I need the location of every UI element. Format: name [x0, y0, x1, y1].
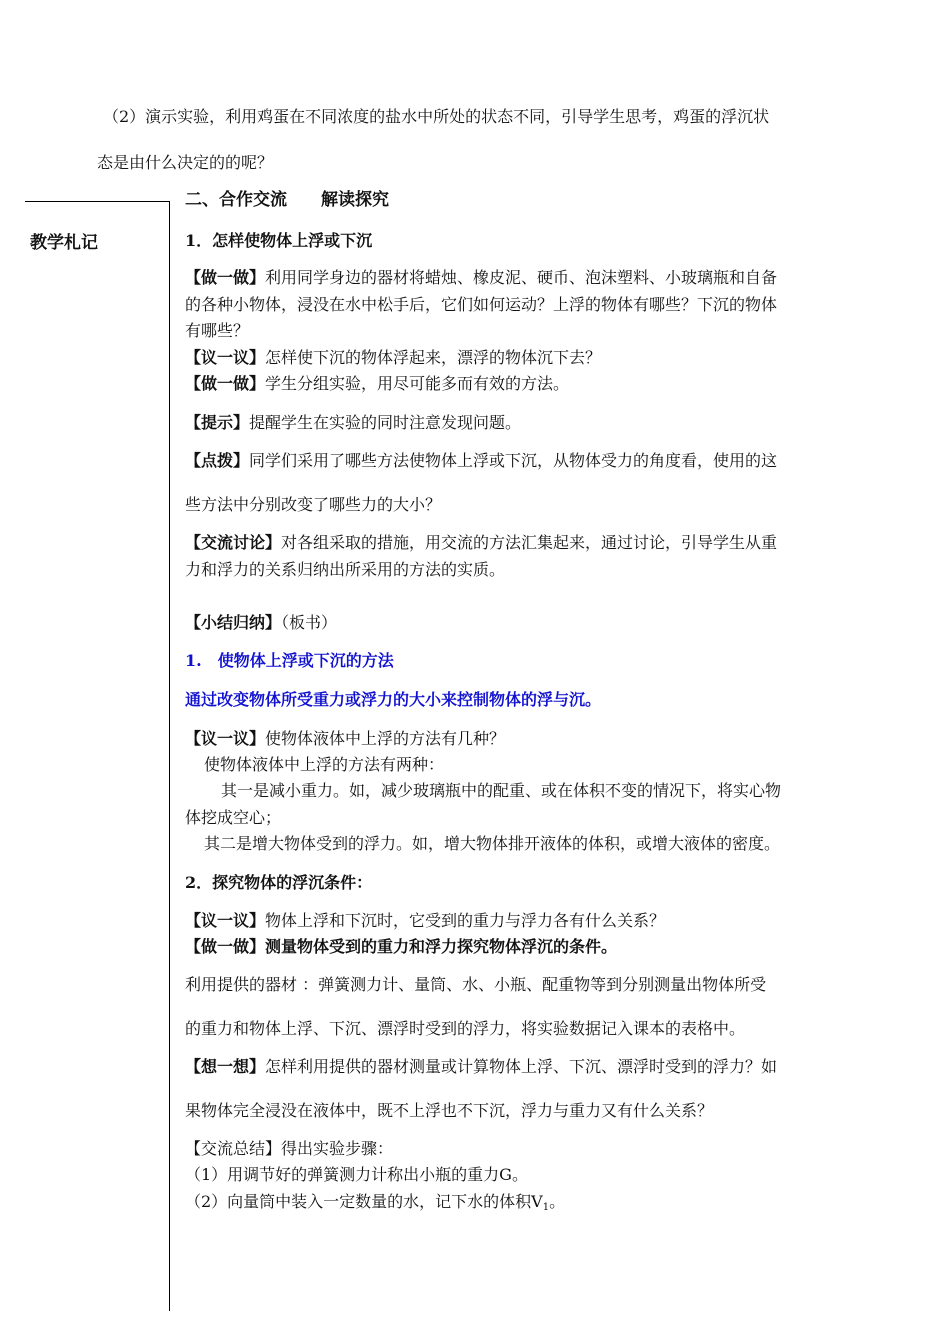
subsection-title-1: 1．怎样使物体上浮或下沉 — [185, 231, 373, 250]
paragraph-discuss-2 — [185, 726, 505, 749]
paragraph-exchange — [185, 530, 777, 553]
text: 怎样利用提供的器材测量或计算物体上浮、下沉、漂浮时受到的浮力？如 — [265, 1057, 778, 1076]
tag: 【议一议】 — [185, 348, 266, 367]
paragraph-discuss-3 — [185, 908, 665, 931]
paragraph-think-line-2: 果物体完全浸没在液体中，既不上浮也不下沉，浮力与重力又有什么关系？ — [185, 1101, 714, 1120]
paragraph-hint — [185, 410, 521, 433]
paragraph-do-1-line-3: 有哪些？ — [185, 321, 250, 340]
paragraph-discuss-1 — [185, 345, 601, 368]
text: 利用同学身边的器材将蜡烛、橡皮泥、硬币、泡沫塑料、小玻璃瓶和自备 — [265, 268, 778, 287]
tag: 【议一议】 — [185, 729, 266, 748]
tag: 【做一做】 — [185, 268, 266, 287]
paragraph-do-1-line-2: 的各种小物体，浸没在水中松手后，它们如何运动？上浮的物体有哪些？下沉的物体 — [185, 295, 778, 314]
text: 使物体液体中上浮的方法有几种？ — [265, 729, 506, 748]
paragraph-guide — [185, 448, 777, 471]
paragraph-equipment-line-2: 的重力和物体上浮、下沉、漂浮时受到的浮力，将实验数据记入课本的表格中。 — [185, 1019, 746, 1038]
sidebar-top-rule — [25, 201, 170, 202]
method-two: 其二是增大物体受到的浮力。如，增大物体排开液体的体积，或增大液体的密度。 — [204, 834, 781, 853]
paragraph-guide-line-2: 些方法中分别改变了哪些力的大小？ — [185, 495, 442, 514]
methods-intro: 使物体液体中上浮的方法有两种： — [204, 755, 445, 774]
method-one: 其一是减小重力。如，减少玻璃瓶中的配重、或在体积不变的情况下，将实心物 — [221, 781, 782, 800]
summary-text: 通过改变物体所受重力或浮力的大小来控制物体的浮与沉。 — [185, 690, 602, 709]
paragraph-summary-header — [185, 610, 337, 633]
paragraph-exchange-summary — [185, 1136, 393, 1159]
step-1: （1）用调节好的弹簧测力计称出小瓶的重力G。 — [185, 1165, 528, 1184]
summary-title: 1. 使物体上浮或下沉的方法 — [185, 651, 394, 670]
tag: 【小结归纳】 — [185, 613, 282, 632]
text: 物体上浮和下沉时，它受到的重力与浮力各有什么关系？ — [265, 911, 666, 930]
intro-line-2: 态是由什么决定的的呢？ — [97, 153, 274, 172]
paragraph-equipment: 利用提供的器材 ：弹簧测力计、量筒、水、小瓶、配重物等到分别测量出物体所受 — [185, 975, 767, 994]
subsection-title-2: 2．探究物体的浮沉条件： — [185, 873, 373, 892]
intro-line-1: （2）演示实验，利用鸡蛋在不同浓度的盐水中所处的状态不同，引导学生思考，鸡蛋的浮沉状 — [103, 107, 770, 126]
step-2 — [185, 1189, 565, 1213]
text: 学生分组实验，用尽可能多而有效的方法。 — [265, 374, 570, 393]
tag: 【想一想】 — [185, 1057, 266, 1076]
step-2-subscript: 1 — [542, 1202, 550, 1213]
text: 对各组采取的措施，用交流的方法汇集起来，通过讨论，引导学生从重 — [281, 533, 778, 552]
step-2-text: （2）向量筒中装入一定数量的水，记下水的体积V — [185, 1192, 543, 1211]
text: （板书） — [281, 613, 338, 632]
section-title: 二、合作交流 解读探究 — [185, 190, 389, 210]
method-one-line-2: 体挖成空心； — [185, 808, 282, 827]
tag: 【交流总结】 — [185, 1139, 282, 1158]
tag: 【做一做】 — [185, 374, 266, 393]
tag: 【做一做】 — [185, 937, 266, 956]
tag: 【交流讨论】 — [185, 533, 282, 552]
paragraph-think — [185, 1054, 777, 1077]
text: 测量物体受到的重力和浮力探究物体浮沉的条件。 — [265, 937, 618, 956]
paragraph-do-3 — [185, 934, 617, 957]
text: 提醒学生在实验的同时注意发现问题。 — [249, 413, 522, 432]
text: 得出实验步骤： — [281, 1139, 394, 1158]
tag: 【提示】 — [185, 413, 250, 432]
step-2-end: 。 — [549, 1192, 566, 1211]
text: 怎样使下沉的物体浮起来，漂浮的物体沉下去？ — [265, 348, 602, 367]
sidebar-label: 教学札记 — [30, 233, 98, 253]
paragraph-do-1 — [185, 265, 777, 288]
tag: 【议一议】 — [185, 911, 266, 930]
paragraph-exchange-line-2: 力和浮力的关系归纳出所采用的方法的实质。 — [185, 560, 506, 579]
text: 同学们采用了哪些方法使物体上浮或下沉，从物体受力的角度看，使用的这 — [249, 451, 778, 470]
paragraph-do-2 — [185, 371, 569, 394]
tag: 【点拨】 — [185, 451, 250, 470]
sidebar-divider — [169, 201, 170, 1311]
